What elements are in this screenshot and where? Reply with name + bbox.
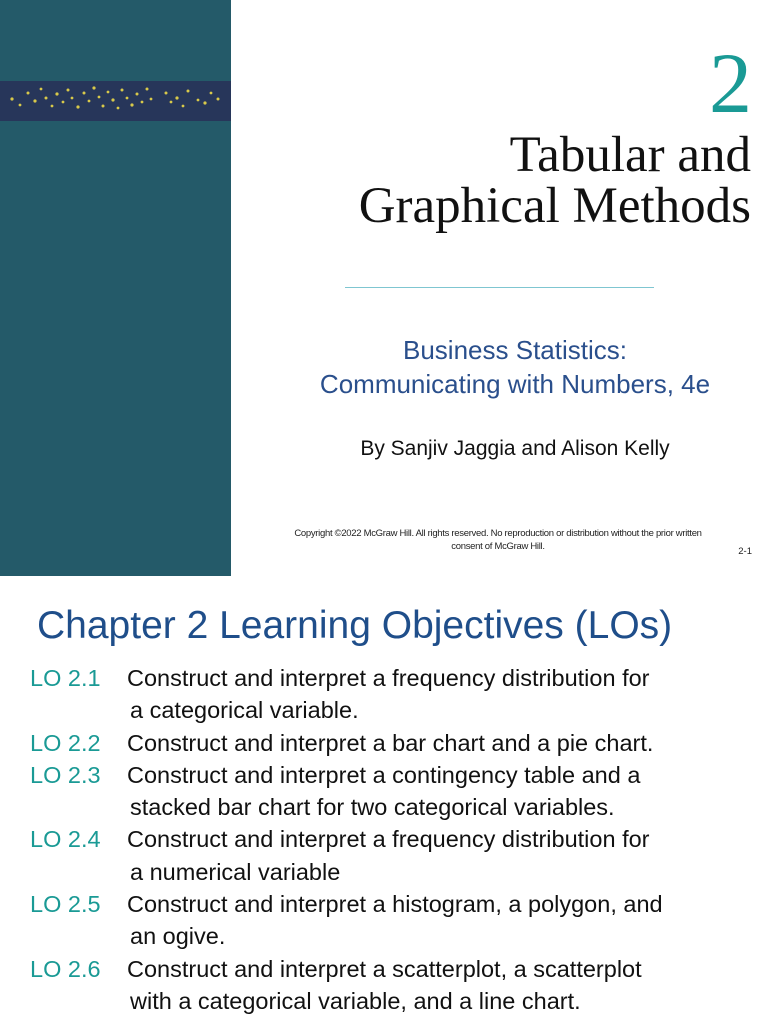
- title-divider: [345, 287, 654, 288]
- objective-line: an ogive.: [130, 923, 226, 950]
- slide-number: 2-1: [738, 546, 752, 557]
- objective-text: [30, 823, 760, 888]
- objective-line: Construct and interpret a histogram, a polygon, and: [127, 891, 663, 918]
- objective-item: [30, 759, 760, 824]
- book-title-line: Communicating with Numbers, 4e: [319, 369, 711, 399]
- objective-text: [30, 953, 760, 1018]
- objective-line: a numerical variable: [130, 858, 341, 885]
- objective-text: [30, 662, 760, 727]
- book-title: [260, 333, 768, 401]
- authors: By Sanjiv Jaggia and Alison Kelly: [360, 437, 670, 460]
- objective-item: [30, 727, 760, 759]
- objectives-heading: Chapter 2 Learning Objectives (LOs): [37, 604, 673, 647]
- dot-pattern-graphic: [0, 81, 231, 121]
- objective-line: a categorical variable.: [130, 697, 359, 724]
- objective-line: Construct and interpret a scatterplot, a scatterplot: [127, 955, 642, 982]
- side-panel: [0, 0, 231, 576]
- objective-line: Construct and interpret a contingency table and a: [127, 761, 641, 788]
- objective-text: [30, 888, 760, 953]
- copyright-line: consent of McGraw Hill.: [451, 541, 545, 552]
- objective-line: Construct and interpret a frequency distribution for: [127, 665, 650, 691]
- objective-code: LO 2.1: [30, 665, 101, 691]
- objective-text: [30, 727, 760, 759]
- objective-item: [30, 662, 760, 727]
- objective-item: [30, 953, 760, 1018]
- chapter-title-line: Graphical Methods: [358, 178, 751, 234]
- copyright-notice: [248, 527, 748, 553]
- chapter-title-line: Tabular and: [509, 127, 751, 183]
- chapter-number: 2: [709, 35, 752, 131]
- objective-item: [30, 888, 760, 953]
- dot-band-decoration: [0, 81, 231, 121]
- objective-code: LO 2.6: [30, 955, 101, 982]
- objectives-slide: [0, 576, 768, 1024]
- objective-line: Construct and interpret a frequency distribution for: [127, 826, 650, 853]
- objective-line: stacked bar chart for two categorical variables.: [130, 794, 615, 821]
- objective-line: Construct and interpret a bar chart and a pie chart.: [127, 729, 654, 756]
- book-title-line: Business Statistics:: [403, 335, 627, 365]
- objective-line: with a categorical variable, and a line chart.: [130, 987, 581, 1014]
- objective-code: LO 2.3: [30, 761, 101, 788]
- objective-code: LO 2.4: [30, 826, 101, 853]
- objective-code: LO 2.2: [30, 729, 101, 756]
- objective-code: LO 2.5: [30, 891, 101, 918]
- objectives-list: [30, 662, 760, 1017]
- chapter-title: [251, 127, 751, 234]
- objective-item: [30, 823, 760, 888]
- copyright-line: Copyright ©2022 McGraw Hill. All rights reserved. No reproduction or distribution without the prior written: [294, 528, 702, 539]
- objective-text: [30, 759, 760, 824]
